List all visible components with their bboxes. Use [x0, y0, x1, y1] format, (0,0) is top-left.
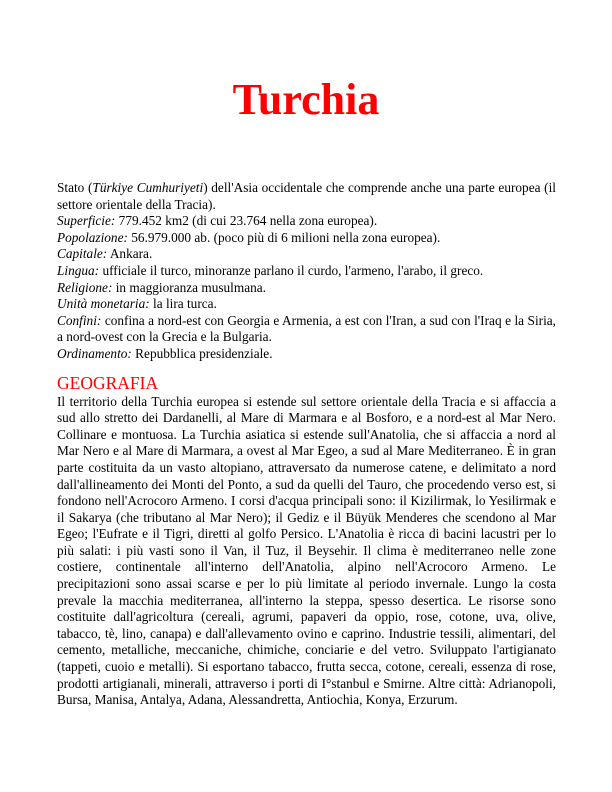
fact-value: in maggioranza musulmana. [112, 279, 266, 295]
fact-value: ufficiale il turco, minoranze parlano il curdo, l'armeno, l'arabo, il greco. [99, 262, 484, 278]
document-body [57, 180, 556, 709]
fact-label: Capitale: [57, 246, 108, 262]
fact-ordinamento [57, 346, 556, 363]
section-heading-geografia: GEOGRAFIA [57, 372, 159, 393]
page-title: Turchia [232, 75, 380, 124]
fact-religione [57, 280, 556, 297]
geography-paragraph: Il territorio della Turchia europea si estende sul settore orientale della Tracia e si affaccia a sud allo stretto dei Dardanelli, al Mare di Marmara e al Bosforo, e a nord-est al Mar Nero. Collinare e montuosa. La Turchia asiatica si estende sull'Anatolia, che si affaccia a nord al Mar Nero e al Mare di Marmara, a ovest al Mar Egeo, a sud al Mare Mediterraneo. È in gran parte costituita da un vasto altopiano, attraversato da numerose catene, e delimitato a nord dall'allineamento dei Monti del Ponto, a sud da quelli del Tauro, che procedendo verso est, si fondono nell'Acrocoro Armeno. I corsi d'acqua principali sono: il Kizilirmak, lo Yesilirmak e il Sakarya (che tributano al Mar Nero); il Gediz e il Büyük Menderes che scendono al Mar Egeo; l'Eufrate e il Tigri, diretti al golfo Persico. L'Anatolia è ricca di bacini lacustri per lo più salati: i più vasti sono il Van, il Tuz, il Beysehir. Il clima è mediterraneo nelle zone costiere, continentale all'interno dell'Anatolia, alpino nell'Acrocoro Armeno. Le precipitazioni sono assai scarse e per lo più limitate al periodo invernale. Lungo la costa prevale la macchia mediterranea, all'interno la steppa, spesso desertica. Le risorse sono costituite dall'agricoltura (cereali, agrumi, papaveri da oppio, rose, cotone, uva, olive, tabacco, tè, lino, canapa) e dall'allevamento ovino e caprino. Industrie tessili, alimentari, del cemento, metalliche, meccaniche, chimiche, conciarie e del vetro. Sviluppato l'artigianato (tappeti, cuoio e metalli). Si esportano tabacco, frutta secca, cotone, cereali, essenza di rose, prodotti artigianali, minerali, attraverso i porti di I°stanbul e Smirne. Altre città: Adrianopoli, Bursa, Manisa, Antalya, Adana, Alessandretta, Antiochia, Konya, Erzurum. [57, 393, 556, 708]
fact-label: Religione: [57, 279, 113, 295]
fact-label: Popolazione: [57, 229, 128, 245]
fact-value: Repubblica presidenziale. [131, 345, 273, 361]
intro-suffix: ) dell'Asia occidentale che comprende anche una parte europea (il settore orientale della Tracia). [57, 180, 556, 212]
fact-value: Ankara. [107, 246, 153, 262]
fact-capitale [57, 246, 556, 263]
fact-confini [57, 313, 556, 346]
fact-unita-monetaria [57, 296, 556, 313]
fact-label: Lingua: [57, 262, 100, 278]
fact-label: Confini: [57, 312, 102, 328]
fact-value: confina a nord-est con Georgia e Armenia, a est con l'Iran, a sud con l'Iraq e la Siria, a nord-ovest con la Grecia e la Bulgaria. [57, 312, 556, 345]
fact-label: Ordinamento: [57, 345, 132, 361]
fact-lingua [57, 263, 556, 280]
intro-paragraph [57, 180, 556, 213]
fact-superficie [57, 213, 556, 230]
fact-popolazione [57, 230, 556, 247]
fact-label: Unità monetaria: [57, 296, 150, 312]
intro-prefix: Stato ( [57, 180, 93, 195]
fact-label: Superficie: [57, 213, 116, 229]
fact-value: 779.452 km2 (di cui 23.764 nella zona europea). [115, 213, 378, 229]
fact-value: 56.979.000 ab. (poco più di 6 milioni nella zona europea). [127, 229, 441, 245]
fact-value: la lira turca. [149, 296, 217, 312]
intro-native-name: Türkiye Cumhuriyeti [92, 180, 204, 195]
